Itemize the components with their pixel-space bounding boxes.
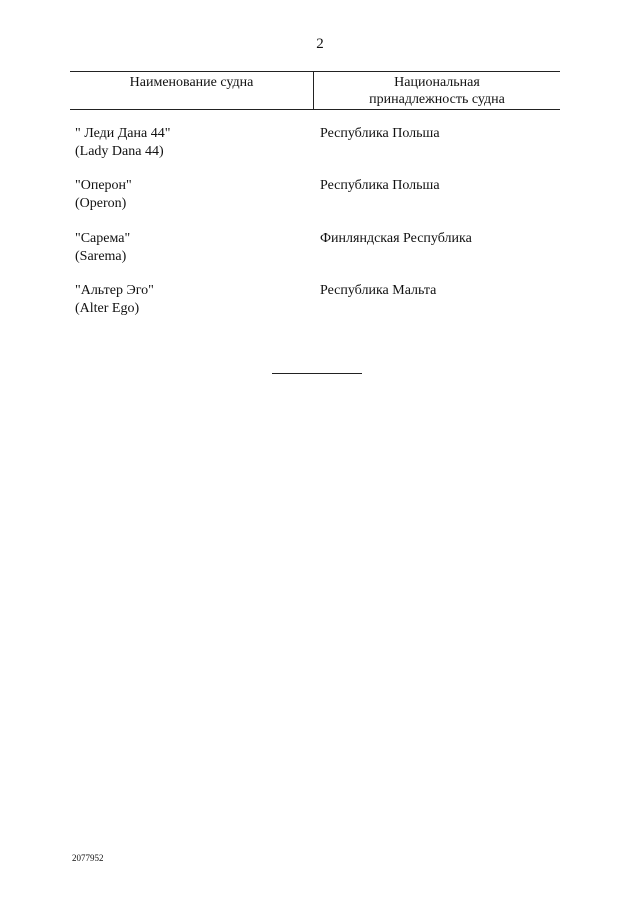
vessel-nationality: Республика Польша — [320, 178, 440, 193]
document-code: 2077952 — [72, 853, 104, 863]
page-number: 2 — [316, 36, 324, 52]
vessel-name-ru: "Альтер Эго" — [75, 283, 154, 298]
vessel-name-ru: "Оперон" — [75, 178, 132, 193]
table-row — [0, 125, 640, 165]
vessel-name-lat: (Alter Ego) — [75, 301, 140, 316]
vessel-name — [75, 177, 132, 213]
vessel-name — [75, 282, 154, 318]
vessel-name-lat: (Operon) — [75, 196, 127, 211]
vessel-nationality: Республика Мальта — [320, 283, 437, 298]
table-row — [0, 282, 640, 322]
vessel-name-ru: " Леди Дана 44" — [75, 126, 171, 141]
end-of-table-rule — [272, 373, 362, 374]
header-vessel-name: Наименование судна — [129, 75, 254, 90]
vessel-nationality: Республика Польша — [320, 126, 440, 141]
vessel-nationality: Финляндская Республика — [320, 231, 472, 246]
table-row — [0, 177, 640, 217]
table-header — [70, 71, 560, 110]
vessel-name — [75, 125, 170, 161]
table-row — [0, 230, 640, 270]
header-nationality-line2: принадлежность судна — [369, 92, 505, 107]
vessel-name — [75, 230, 130, 266]
header-nationality — [314, 74, 560, 108]
vessel-name-lat: (Sarema) — [75, 249, 127, 264]
vessel-name-ru: "Сарема" — [75, 231, 131, 246]
vessel-name-lat: (Lady Dana 44) — [75, 144, 164, 159]
header-nationality-line1: Национальная — [394, 75, 480, 90]
